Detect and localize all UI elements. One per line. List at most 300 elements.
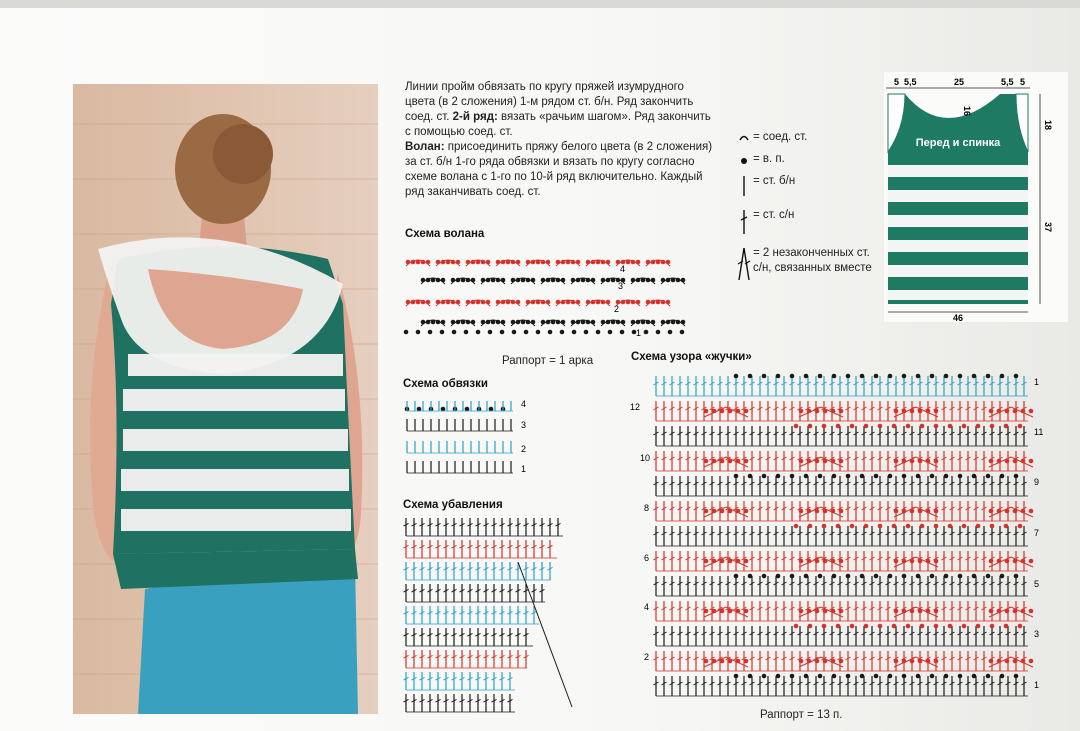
chain-dot [676, 278, 681, 283]
chain-dot [888, 674, 893, 679]
chain-dot [831, 409, 836, 414]
chain-dot [560, 330, 565, 335]
chain-dot [1000, 674, 1005, 679]
chain-dot [556, 278, 561, 283]
bug-motif [704, 557, 748, 567]
volan-row-3: 3 [618, 281, 624, 291]
chain-dot [466, 260, 471, 265]
chain-dot [799, 659, 804, 664]
chain-dot [997, 459, 1002, 464]
chain-dot [466, 278, 471, 283]
chain-dot [566, 300, 571, 305]
chain-dot [616, 320, 621, 325]
chain-dot [531, 300, 536, 305]
chain-dot [666, 278, 671, 283]
chain-dot [712, 559, 717, 564]
chain-dot [839, 609, 844, 614]
chain-dot [986, 674, 991, 679]
chain-dot [476, 330, 481, 335]
chain-dot [712, 409, 717, 414]
chain-dot [712, 659, 717, 664]
chain-dot [451, 320, 456, 325]
chain-dot [930, 474, 935, 479]
volan-row-1: 1 [636, 328, 642, 338]
chain-dot [481, 260, 486, 265]
chain-dot [818, 374, 823, 379]
chain-dot [916, 374, 921, 379]
chain-dot [416, 330, 421, 335]
chain-dot [762, 574, 767, 579]
instructions-p2-text: присоединить пряжу белого цвета (в 2 сложения) за ст. б/н 1-го ряда обвязки и вязать по кругу согласно схеме волана с 1-го по 10-й ряд включительно. Каждый ряд заканчивать соед. ст. [405, 141, 713, 198]
zhuchki-rapport: Раппорт = 13 п. [760, 709, 843, 721]
chain-dot [576, 278, 581, 283]
chain-dot [807, 459, 812, 464]
chain-dot [916, 674, 921, 679]
chain-dot [776, 474, 781, 479]
chain-dot [1000, 474, 1005, 479]
chain-dot [501, 300, 506, 305]
zh-right-11: 11 [1034, 427, 1044, 437]
chain-dot [481, 320, 486, 325]
chain-dot [681, 278, 686, 283]
chain-dot [596, 260, 601, 265]
chain-dot [846, 574, 851, 579]
chain-dot [906, 424, 911, 429]
chain-dot [1004, 424, 1009, 429]
chain-dot [860, 474, 865, 479]
bug-motif [894, 557, 938, 567]
chain-dot [486, 300, 491, 305]
chain-dot [406, 300, 411, 305]
chain-dot [556, 300, 561, 305]
chain-dot [986, 474, 991, 479]
chain-dot [989, 659, 994, 664]
chain-dot [1000, 374, 1005, 379]
chain-dot [734, 374, 739, 379]
chain-dot [501, 278, 506, 283]
dim-top-5: 5 [1020, 77, 1026, 87]
chain-dot [451, 278, 456, 283]
legend-chain [737, 152, 877, 168]
chain-dot [416, 260, 421, 265]
chain-dot [541, 320, 546, 325]
bug-motif [989, 507, 1033, 517]
chain-dot [496, 260, 501, 265]
chain-dot [511, 300, 516, 305]
chain-dot [501, 320, 506, 325]
chain-dot [536, 260, 541, 265]
legend-slip-stitch [737, 130, 877, 146]
chain-dot [511, 320, 516, 325]
chain-dot [1013, 509, 1018, 514]
chain-dot [736, 409, 741, 414]
chain-dot [1013, 459, 1018, 464]
bug-motif [989, 657, 1033, 667]
chain-dot [948, 524, 953, 529]
chain-dot [892, 624, 897, 629]
legend-label: = в. п. [753, 153, 785, 165]
volan-row-4: 4 [620, 264, 626, 274]
chain-dot [441, 320, 446, 325]
chain-dot [823, 659, 828, 664]
chain-dot [720, 609, 725, 614]
chain-dot [486, 260, 491, 265]
chain-dot [546, 320, 551, 325]
chain-dot [831, 509, 836, 514]
chain-dot [416, 300, 421, 305]
chain-dot [572, 330, 577, 335]
chain-dot [496, 300, 501, 305]
bug-motif [799, 657, 843, 667]
chain-dot [704, 459, 709, 464]
chain-dot [1005, 459, 1010, 464]
chain-dot [807, 509, 812, 514]
chain-dot [561, 278, 566, 283]
dim-bottom: 46 [952, 313, 964, 323]
chain-dot [636, 260, 641, 265]
chain-dot [471, 320, 476, 325]
chain-dot [471, 260, 476, 265]
chain-dot [910, 559, 915, 564]
chain-dot [521, 320, 526, 325]
chain-dot [902, 374, 907, 379]
chain-dot [446, 260, 451, 265]
chain-dot [421, 278, 426, 283]
chain-dot [471, 278, 476, 283]
chain-dot [466, 300, 471, 305]
chain-dot [541, 300, 546, 305]
chain-dot [431, 320, 436, 325]
chain-dot [850, 524, 855, 529]
chain-dot [736, 459, 741, 464]
chain-dot [656, 330, 661, 335]
chain-dot [972, 674, 977, 679]
chain-dot [808, 524, 813, 529]
chain-dot [997, 559, 1002, 564]
chain-dot [506, 260, 511, 265]
chain-dot [636, 278, 641, 283]
chain-dot [934, 424, 939, 429]
chain-dot [571, 260, 576, 265]
chain-dot [561, 320, 566, 325]
chain-dot [720, 559, 725, 564]
chain-dot [958, 674, 963, 679]
chain-dot [818, 574, 823, 579]
chain-dot [511, 260, 516, 265]
chain-dot [748, 574, 753, 579]
chain-dot [832, 674, 837, 679]
chain-dot [976, 424, 981, 429]
chain-dot [644, 330, 649, 335]
chain-dot [934, 409, 939, 414]
chain-dot [794, 524, 799, 529]
chain-dot [671, 320, 676, 325]
chain-dot [428, 330, 433, 335]
chain-dot [864, 524, 869, 529]
chain-dot [874, 674, 879, 679]
chain-dot [461, 320, 466, 325]
chain-dot [790, 574, 795, 579]
chain-dot [571, 278, 576, 283]
chain-dot [441, 278, 446, 283]
legend-label: = соед. ст. [753, 131, 808, 143]
chain-dot [496, 278, 501, 283]
chain-dot [531, 278, 536, 283]
chain-dot [651, 320, 656, 325]
chain-dot [712, 459, 717, 464]
chain-dot [411, 300, 416, 305]
chain-dot [846, 674, 851, 679]
chain-dot [874, 574, 879, 579]
chain-dot [874, 374, 879, 379]
chain-dot [902, 659, 907, 664]
obv-row-4: 4 [521, 399, 527, 409]
chain-dot [601, 300, 606, 305]
bug-motif [894, 507, 938, 517]
chain-dot [546, 278, 551, 283]
chain-dot [910, 659, 915, 664]
zh-right-9: 9 [1034, 477, 1040, 487]
chain-dot [704, 509, 709, 514]
chain-dot [601, 320, 606, 325]
dim-side: 37 [1043, 222, 1053, 233]
bug-motif [989, 407, 1033, 417]
bug-motif [989, 607, 1033, 617]
chain-dot [456, 320, 461, 325]
chain-dot [815, 509, 820, 514]
chain-dot [606, 260, 611, 265]
chain-dot [1014, 574, 1019, 579]
zh-left-6: 6 [644, 553, 650, 563]
chain-dot [776, 574, 781, 579]
chain-dot [556, 320, 561, 325]
chain-dot [1021, 659, 1026, 664]
chain-dot [930, 574, 935, 579]
bug-motif [704, 457, 748, 467]
chain-dot [526, 300, 531, 305]
double-crochet-icon [737, 208, 751, 236]
chain-dot [744, 559, 749, 564]
chain-dot [611, 320, 616, 325]
chain-dot [571, 320, 576, 325]
chain-dot [666, 260, 671, 265]
chain-dot [466, 320, 471, 325]
chain-dot [860, 574, 865, 579]
chain-dot [807, 609, 812, 614]
chain-dot [910, 609, 915, 614]
chain-dot [976, 524, 981, 529]
chain-dot [501, 260, 506, 265]
chain-dot [1021, 409, 1026, 414]
zh-left-12: 12 [630, 402, 641, 412]
chain-dot [804, 674, 809, 679]
chain-dot [661, 278, 666, 283]
chain-icon [737, 152, 751, 168]
chain-dot [748, 374, 753, 379]
chain-dot [576, 260, 581, 265]
chain-dot [962, 424, 967, 429]
chain-dot [681, 320, 686, 325]
chain-dot [452, 330, 457, 335]
chain-dot [626, 300, 631, 305]
chain-dot [601, 260, 606, 265]
chain-dot [902, 609, 907, 614]
chain-dot [906, 524, 911, 529]
chain-dot [836, 524, 841, 529]
legend-single-crochet [737, 174, 877, 202]
chain-dot [836, 624, 841, 629]
chain-dot [734, 574, 739, 579]
chain-dot [794, 424, 799, 429]
chain-dot [864, 424, 869, 429]
chain-dot [997, 409, 1002, 414]
chain-dot [990, 424, 995, 429]
chain-dot [894, 659, 899, 664]
volan-scheme [400, 244, 700, 344]
chain-dot [918, 509, 923, 514]
chain-dot [839, 559, 844, 564]
chain-dot [704, 659, 709, 664]
chain-dot [926, 609, 931, 614]
chain-dot [676, 320, 681, 325]
obv-row-3: 3 [521, 420, 527, 430]
chain-dot [541, 278, 546, 283]
chain-dot [815, 409, 820, 414]
chain-dot [1029, 559, 1034, 564]
chain-dot [846, 374, 851, 379]
chain-dot [934, 559, 939, 564]
chain-dot [850, 424, 855, 429]
chain-dot [958, 474, 963, 479]
chain-dot [1018, 624, 1023, 629]
chain-dot [516, 260, 521, 265]
volan-title: Схема волана [405, 228, 485, 240]
chain-dot [606, 278, 611, 283]
bug-motif [704, 657, 748, 667]
chain-dot [1018, 424, 1023, 429]
chain-dot [606, 300, 611, 305]
chain-dot [986, 574, 991, 579]
chain-dot [436, 278, 441, 283]
chain-dot [822, 424, 827, 429]
chain-dot [944, 574, 949, 579]
chain-dot [894, 409, 899, 414]
chain-dot [1013, 609, 1018, 614]
chain-dot [728, 559, 733, 564]
chain-dot [456, 300, 461, 305]
chain-dot [1013, 659, 1018, 664]
chain-dot [762, 374, 767, 379]
chain-dot [892, 424, 897, 429]
chain-dot [934, 459, 939, 464]
chain-dot [631, 320, 636, 325]
zh-left-2: 2 [644, 652, 650, 662]
chain-dot [591, 278, 596, 283]
chain-dot [815, 559, 820, 564]
chain-dot [926, 459, 931, 464]
chain-dot [481, 278, 486, 283]
chain-dot [1021, 509, 1026, 514]
chain-dot [1013, 409, 1018, 414]
chain-dot [421, 300, 426, 305]
chain-dot [546, 300, 551, 305]
zh-right-1b: 1 [1034, 680, 1040, 690]
chain-dot [972, 374, 977, 379]
chain-dot [762, 474, 767, 479]
chain-dot [818, 474, 823, 479]
chain-dot [728, 509, 733, 514]
chain-dot [426, 260, 431, 265]
chain-dot [846, 474, 851, 479]
chain-dot [878, 524, 883, 529]
chain-dot [916, 574, 921, 579]
chain-dot [839, 509, 844, 514]
chain-dot [815, 459, 820, 464]
bug-motif [799, 607, 843, 617]
chain-dot [874, 474, 879, 479]
chain-dot [586, 320, 591, 325]
chain-dot [918, 559, 923, 564]
chain-dot [918, 459, 923, 464]
chain-dot [641, 320, 646, 325]
chain-dot [1005, 659, 1010, 664]
chain-dot [456, 260, 461, 265]
legend-label: = ст. с/н [753, 209, 795, 221]
chain-dot [894, 509, 899, 514]
chain-dot [1005, 409, 1010, 414]
chain-dot [839, 409, 844, 414]
chain-dot [815, 659, 820, 664]
chain-dot [934, 624, 939, 629]
legend-double-crochet [737, 208, 877, 240]
zh-left-4: 4 [644, 602, 650, 612]
chain-dot [989, 609, 994, 614]
obvyazka-title: Схема обвязки [403, 378, 488, 390]
chain-dot [1014, 674, 1019, 679]
chain-dot [902, 509, 907, 514]
chain-dot [1004, 524, 1009, 529]
chain-dot [736, 659, 741, 664]
chain-dot [486, 278, 491, 283]
chain-dot [500, 330, 505, 335]
chain-dot [823, 409, 828, 414]
bug-motif [799, 457, 843, 467]
chain-dot [626, 260, 631, 265]
chain-dot [728, 609, 733, 614]
chain-dot [586, 278, 591, 283]
chain-dot [776, 374, 781, 379]
chain-dot [436, 300, 441, 305]
instructions-p1-bold: 2-й ряд: [452, 111, 498, 123]
chain-dot [744, 409, 749, 414]
chain-dot [944, 674, 949, 679]
chain-dot [902, 674, 907, 679]
chain-dot [794, 624, 799, 629]
chain-dot [1005, 559, 1010, 564]
chain-dot [421, 320, 426, 325]
chain-dot [561, 300, 566, 305]
chain-dot [601, 278, 606, 283]
bug-motif [894, 407, 938, 417]
chain-dot [878, 624, 883, 629]
chain-dot [524, 330, 529, 335]
chain-dot [526, 278, 531, 283]
bug-motif [704, 507, 748, 517]
chain-dot [512, 330, 517, 335]
chain-dot [526, 260, 531, 265]
chain-dot [476, 300, 481, 305]
chain-dot [804, 474, 809, 479]
